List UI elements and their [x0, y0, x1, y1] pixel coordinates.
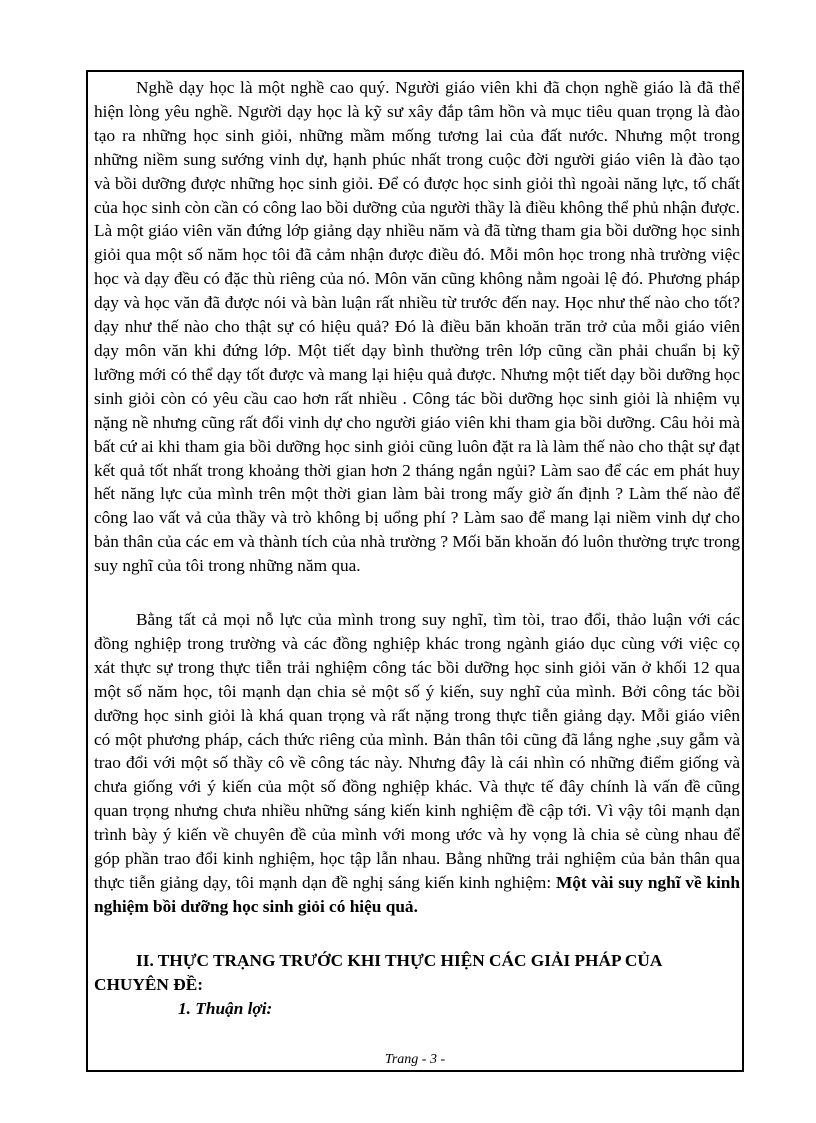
motivation-paragraph [94, 608, 740, 919]
section-heading: II. THỰC TRẠNG TRƯỚC KHI THỰC HIỆN CÁC GIẢI PHÁP CỦA CHUYÊN ĐỀ: [94, 950, 662, 994]
spacer [94, 919, 740, 949]
page-number: Trang - 3 - [384, 1052, 446, 1067]
motivation-text: Bằng tất cả mọi nỗ lực của mình trong suy nghĩ, tìm tòi, trao đổi, thảo luận với các đồng nghiệp trong trường và các đồng nghiệp khác trong ngành giáo dục cùng với việc cọ xát thực sự trong thực tiễn trải nghiệm công tác bồi dưỡng học sinh giỏi văn ở khối 12 qua một số năm học, tôi mạnh dạn chia sẻ một số ý kiến, suy nghĩ của mình. Bởi công tác bồi dưỡng học sinh giỏi là khá quan trọng và rất nặng trong thực tiễn giảng dạy. Mỗi giáo viên có một phương pháp, cách thức riêng của mình. Bản thân tôi cũng đã lắng nghe ,suy gẫm và trao đổi với một số thầy cô về công tác này. Nhưng đây là cái nhìn có những điểm giống và chưa giống với ý kiến của một số đồng nghiệp khác. Và thực tế đây chính là vấn đề cũng quan trọng nhưng chưa nhiều những sáng kiến kinh nghiệm đề cập tới. Vì vậy tôi mạnh dạn trình bày ý kiến về chuyên đề của mình với mong ước và hy vọng là chia sẻ cùng nhau để góp phần trao đổi kinh nghiệm, học tập lẫn nhau. Bằng những trải nghiệm của bản thân qua thực tiễn giảng dạy, tôi mạnh dạn đề nghị sáng kiến kinh nghiệm: [94, 610, 740, 892]
intro-paragraph: Nghề dạy học là một nghề cao quý. Người giáo viên khi đã chọn nghề giáo là đã thể hiện lòng yêu nghề. Người dạy học là kỹ sư xây đắp tâm hồn và mục tiêu quan trọng là đào tạo ra những học sinh giỏi, những mầm mống tương lai của đất nước. Nhưng một trong những niềm sung sướng vinh dự, hạnh phúc nhất trong cuộc đời người giáo viên là đào tạo và bồi dưỡng được những học sinh giỏi. Để có được học sinh giỏi thì ngoài năng lực, tố chất của học sinh còn cần có công lao bồi dưỡng của người thầy là điều không thể phủ nhận được. Là một giáo viên văn đứng lớp giảng dạy nhiều năm và đã từng tham gia bồi dưỡng học sinh giỏi qua một số năm học tôi đã cảm nhận được điều đó. Mỗi môn học trong nhà trường việc học và dạy đều có đặc thù riêng của nó. Môn văn cũng không nằm ngoài lệ đó. Phương pháp dạy và học văn đã được nói và bàn luận rất nhiều từ trước đến nay. Học như thế nào cho tốt? dạy như thế nào cho thật sự có hiệu quả? Đó là điều băn khoăn trăn trở của mỗi giáo viên dạy môn văn khi đứng lớp. Một tiết dạy bình thường trên lớp cũng cần phải chuẩn bị kỹ lưỡng mới có thể dạy tốt được và mang lại hiệu quả được. Nhưng một tiết dạy bồi dưỡng học sinh giỏi còn có yêu cầu cao hơn rất nhiều . Công tác bồi dưỡng học sinh giỏi là nhiệm vụ nặng nề nhưng cũng rất đổi vinh dự cho người giáo viên khi tham gia bồi dưỡng. Câu hỏi mà bất cứ ai khi tham gia bồi dưỡng học sinh giỏi cũng luôn đặt ra là làm thế nào cho thật sự đạt kết quả tốt nhất trong khoảng thời gian hơn 2 tháng ngắn ngủi? Làm sao để các em phát huy hết năng lực của mình trên một thời gian làm bài trong mấy giờ ấn định ? Làm thế nào để công lao vất vả của thầy và trò không bị uổng phí ? Làm sao để mang lại niềm vinh dự cho bản thân của các em và thành tích của nhà trường ? Mối băn khoăn đó luôn thường trực trong suy nghĩ của tôi trong những năm qua. [94, 78, 740, 576]
subsection-heading: 1. Thuận lợi: [178, 998, 273, 1018]
spacer [94, 578, 740, 608]
initiative-title: Một vài suy nghĩ về kinh nghiệm bồi dưỡng học sinh giỏi có hiệu quả. [94, 873, 740, 916]
document-body [94, 76, 740, 1021]
